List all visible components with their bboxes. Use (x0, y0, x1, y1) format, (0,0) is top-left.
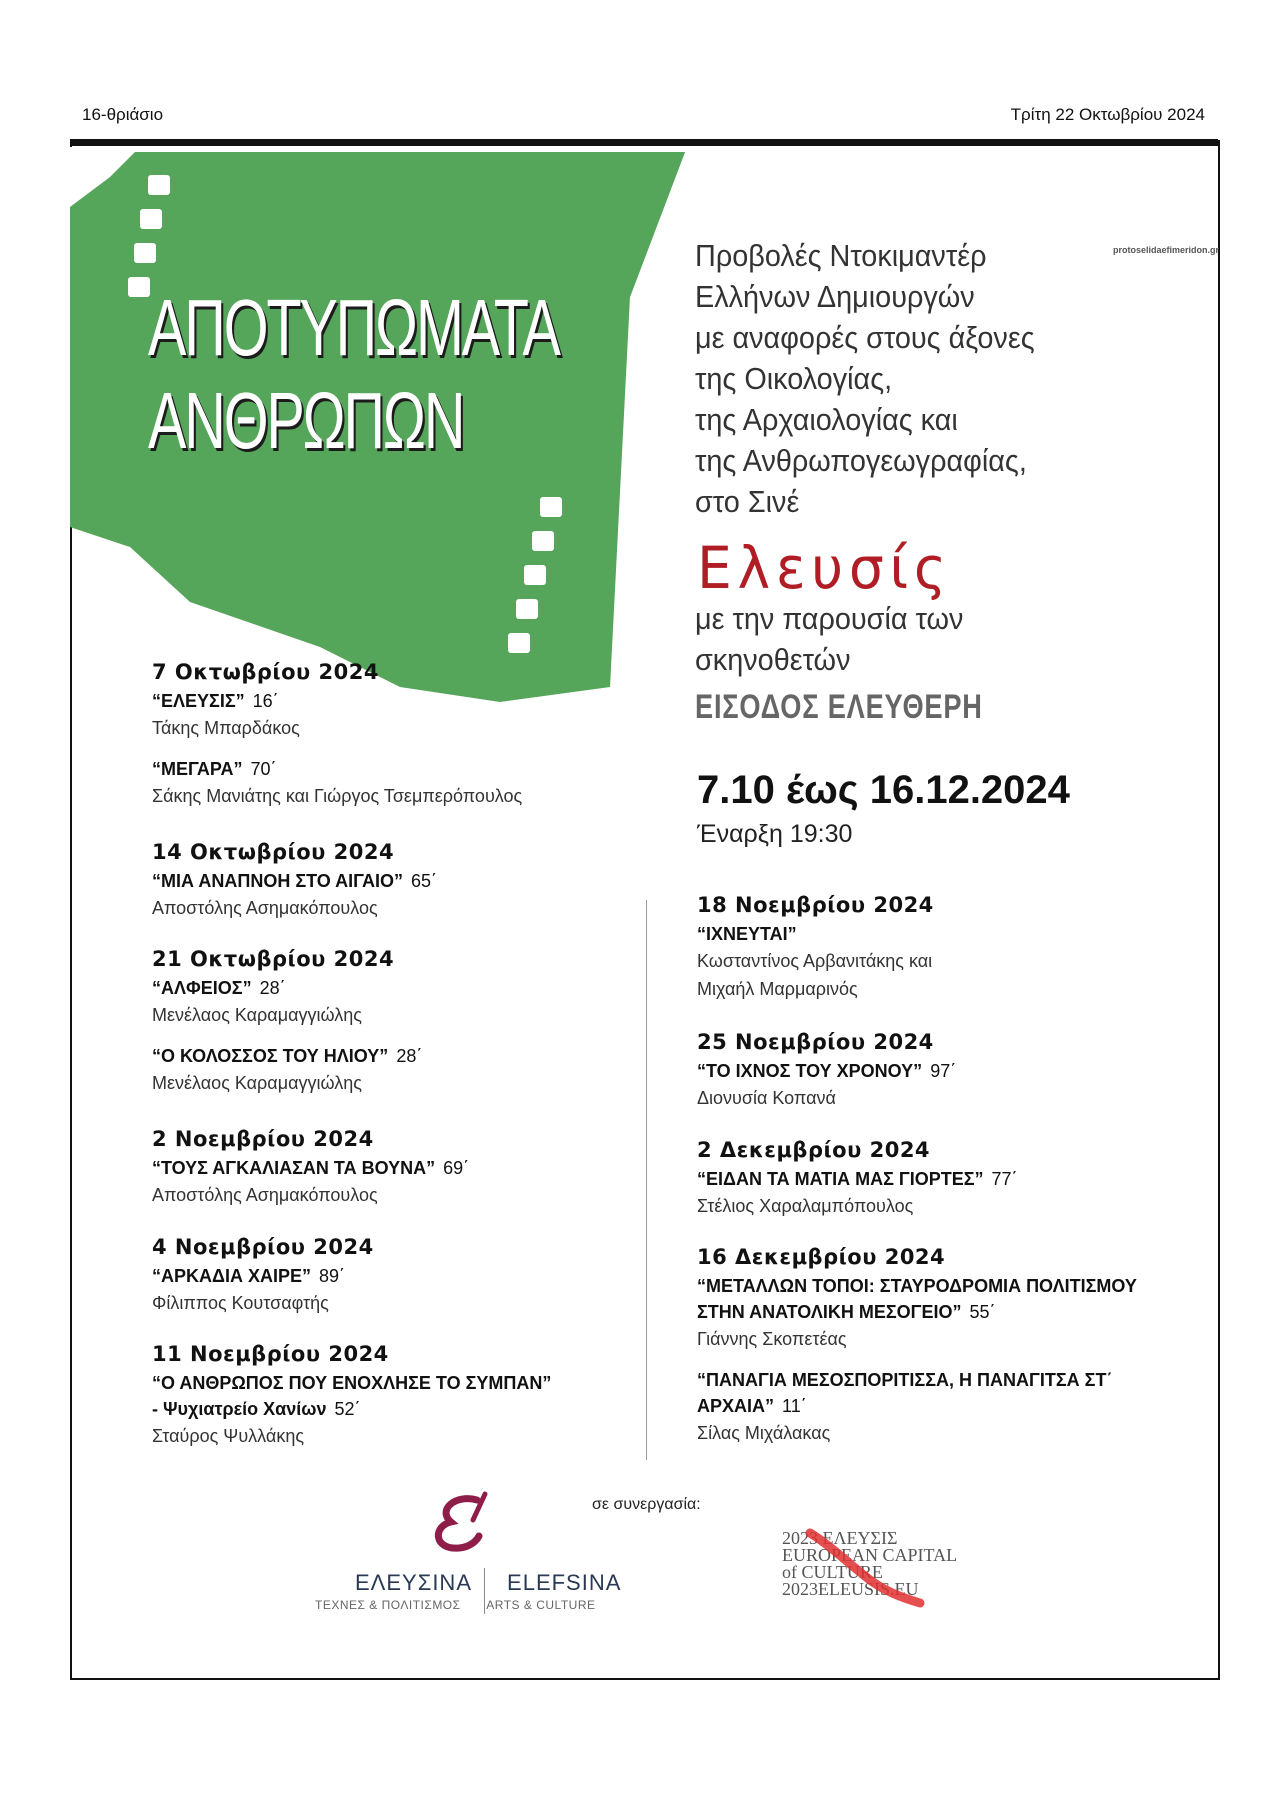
film-title-line (152, 1155, 672, 1181)
film-director: Μενέλαος Καραμαγγιώλης (152, 1005, 362, 1025)
film-title: “ΤΟΥΣ ΑΓΚΑΛΙΑΣΑΝ ΤΑ ΒΟΥΝΑ” (152, 1158, 436, 1178)
film-director: Γιάννης Σκοπετέας (697, 1329, 847, 1349)
film-duration: 11΄ (782, 1396, 807, 1416)
elefsina-logo-mark (425, 1490, 505, 1560)
film-entry (152, 1263, 672, 1317)
intro-line: σκηνοθετών (695, 642, 851, 677)
start-time: Έναρξη 19:30 (697, 820, 853, 848)
film-entry (697, 921, 987, 1003)
film-title: “ΠΑΝΑΓΙΑ ΜΕΣΟΣΠΟΡΙΤΙΣΣΑ, Η ΠΑΝΑΓΙΤΣΑ ΣΤ΄ ΑΡΧΑΙΑ” (697, 1370, 1113, 1416)
film-duration: 65΄ (411, 871, 438, 891)
event-date: 2 Νοεμβρίου 2024 (152, 1127, 374, 1151)
film-entry (152, 975, 672, 1029)
page-section-label: 16-θριάσιο (82, 105, 164, 124)
film-title-line (697, 921, 987, 947)
intro-line: της Αρχαιολογίας και (695, 402, 958, 437)
film-title-line (152, 688, 672, 714)
intro-line: Προβολές Ντοκιμαντέρ (695, 238, 987, 273)
film-duration: 52΄ (334, 1399, 361, 1419)
intro-line: με την παρουσία των (695, 601, 964, 636)
event-day (152, 1342, 552, 1464)
event-date: 25 Νοεμβρίου 2024 (697, 1030, 934, 1054)
film-entry (152, 1155, 672, 1209)
poster-intro (695, 235, 1035, 522)
ecoc-red-stroke-icon (800, 1525, 930, 1615)
film-title-line (697, 1367, 1167, 1419)
film-title: “ΙΧΝΕΥΤΑΙ” (697, 924, 797, 944)
film-title-line (697, 1273, 1167, 1325)
elefsina-greek: ΕΛΕΥΣΙΝΑ (355, 1570, 471, 1595)
film-duration: 28΄ (396, 1046, 423, 1066)
event-day (697, 1245, 1167, 1461)
intro-line: της Οικολογίας, (695, 361, 893, 396)
film-director: Σίλας Μιχάλακας (697, 1423, 831, 1443)
film-duration: 89΄ (318, 1266, 345, 1286)
film-entry (152, 688, 672, 742)
film-director: Αποστόλης Ασημακόπουλος (152, 1185, 378, 1205)
event-day (152, 840, 672, 936)
intro-line: με αναφορές στους άξονες (695, 320, 1035, 355)
film-director: Τάκης Μπαρδάκος (152, 718, 300, 738)
film-title: “Ο ΑΝΘΡΩΠΟΣ ΠΟΥ ΕΝΟΧΛΗΣΕ ΤΟ ΣΥΜΠΑΝ” - Ψυχιατρείο Χανίων (152, 1373, 552, 1419)
event-date: 14 Οκτωβρίου 2024 (152, 840, 395, 864)
event-day (152, 1235, 672, 1331)
film-title-line (152, 1370, 552, 1422)
festival-dates: 7.10 έως 16.12.2024 (697, 768, 1070, 812)
event-date: 4 Νοεμβρίου 2024 (152, 1235, 374, 1259)
issue-date: Τρίτη 22 Οκτωβρίου 2024 (1010, 105, 1205, 124)
film-director: Σάκης Μανιάτης και Γιώργος Τσεμπερόπουλος (152, 786, 523, 806)
film-entry (152, 1043, 672, 1097)
cinema-logo: Ελευσίς (697, 534, 952, 602)
event-date: 11 Νοεμβρίου 2024 (152, 1342, 389, 1366)
ecoc-line: of CULTURE (782, 1562, 883, 1582)
film-title: “ΤΟ ΙΧΝΟΣ ΤΟΥ ΧΡΟΝΟΥ” (697, 1061, 923, 1081)
film-title-line (697, 1058, 1217, 1084)
film-duration: 16΄ (252, 691, 279, 711)
film-entry (152, 868, 672, 922)
event-day (697, 1030, 1217, 1126)
poster-title-line1: ΑΠΟΤΥΠΩΜΑΤΑ (148, 283, 559, 372)
film-entry (697, 1367, 1167, 1447)
film-title: “ΜΙΑ ΑΝΑΠΝΟΗ ΣΤΟ ΑΙΓΑΙΟ” (152, 871, 403, 891)
film-director: Φίλιππος Κουτσαφτής (152, 1293, 329, 1313)
poster-title-line2: ΑΝΘΡΩΠΩΝ (148, 376, 464, 465)
event-day (152, 947, 672, 1111)
event-day (152, 1127, 672, 1223)
event-date: 2 Δεκεμβρίου 2024 (697, 1138, 931, 1162)
film-title: “ΕΙΔΑΝ ΤΑ ΜΑΤΙΑ ΜΑΣ ΓΙΟΡΤΕΣ” (697, 1169, 984, 1189)
event-date: 7 Οκτωβρίου 2024 (152, 660, 379, 684)
film-director: Μενέλαος Καραμαγγιώλης (152, 1073, 362, 1093)
film-title-line (152, 1263, 672, 1289)
ecoc-line: 2023 ΕΛΕΥΣΙΣ (782, 1528, 898, 1548)
elefsina-tagline-latin: ARTS & CULTURE (486, 1598, 596, 1612)
film-duration: 77΄ (991, 1169, 1018, 1189)
film-duration: 70΄ (250, 759, 277, 779)
cooperation-label: σε συνεργασία: (592, 1496, 701, 1513)
film-director: Αποστόλης Ασημακόπουλος (152, 898, 378, 918)
film-title-line (697, 1166, 1217, 1192)
film-title: “ΑΡΚΑΔΙΑ ΧΑΙΡΕ” (152, 1266, 311, 1286)
free-entry-label: ΕΙΣΟΔΟΣ ΕΛΕΥΘΕΡΗ (695, 688, 983, 726)
watermark: protoselidaefimeridon.gr (1113, 245, 1220, 255)
film-entry (697, 1058, 1217, 1112)
event-day (697, 893, 987, 1017)
event-date: 18 Νοεμβρίου 2024 (697, 893, 934, 917)
film-title: “ΕΛΕΥΣΙΣ” (152, 691, 245, 711)
film-entry (152, 1370, 552, 1450)
event-day (152, 660, 672, 824)
film-director: Κωσταντίνος Αρβανιτάκης και Μιχαήλ Μαρμαρινός (697, 951, 933, 999)
film-title-line (152, 1043, 672, 1069)
intro-line: στο Σινέ (695, 484, 800, 519)
film-duration: 55΄ (969, 1302, 996, 1322)
film-duration: 97΄ (930, 1061, 957, 1081)
film-duration: 69΄ (443, 1158, 470, 1178)
film-title: “Ο ΚΟΛΟΣΣΟΣ ΤΟΥ ΗΛΙΟΥ” (152, 1046, 389, 1066)
film-title: “ΑΛΦΕΙΟΣ” (152, 978, 252, 998)
elefsina-wordmark (355, 1570, 621, 1596)
event-date: 16 Δεκεμβρίου 2024 (697, 1245, 946, 1269)
film-director: Σταύρος Ψυλλάκης (152, 1426, 304, 1446)
event-day (697, 1138, 1217, 1234)
film-title-line (152, 975, 672, 1001)
film-entry (152, 756, 672, 810)
film-director: Διονυσία Κοπανά (697, 1088, 836, 1108)
film-title: “ΜΕΓΑΡΑ” (152, 759, 243, 779)
elefsina-tagline-greek: ΤΕΧΝΕΣ & ΠΟΛΙΤΙΣΜΟΣ (315, 1598, 461, 1612)
film-title-line (152, 868, 672, 894)
elefsina-latin: ELEFSINA (507, 1570, 622, 1595)
film-entry (697, 1273, 1167, 1353)
film-director: Στέλιος Χαραλαμπόπουλος (697, 1196, 914, 1216)
intro-line: της Ανθρωπογεωγραφίας, (695, 443, 1027, 478)
elefsina-tagline (315, 1598, 596, 1612)
film-entry (697, 1166, 1217, 1220)
event-date: 21 Οκτωβρίου 2024 (152, 947, 395, 971)
film-title-line (152, 756, 672, 782)
film-title: “ΜΕΤΑΛΛΩΝ ΤΟΠΟΙ: ΣΤΑΥΡΟΔΡΟΜΙΑ ΠΟΛΙΤΙΣΜΟΥ ΣΤΗΝ ΑΝΑΤΟΛΙΚΗ ΜΕΣΟΓΕΙΟ” (697, 1276, 1137, 1322)
intro-line: Ελλήνων Δημιουργών (695, 279, 975, 314)
ecoc-line: 2023ELEUSIS.EU (782, 1579, 919, 1599)
film-duration: 28΄ (259, 978, 286, 998)
ecoc-line: EUROPEAN CAPITAL (782, 1545, 958, 1565)
poster-intro-continued (695, 598, 963, 680)
